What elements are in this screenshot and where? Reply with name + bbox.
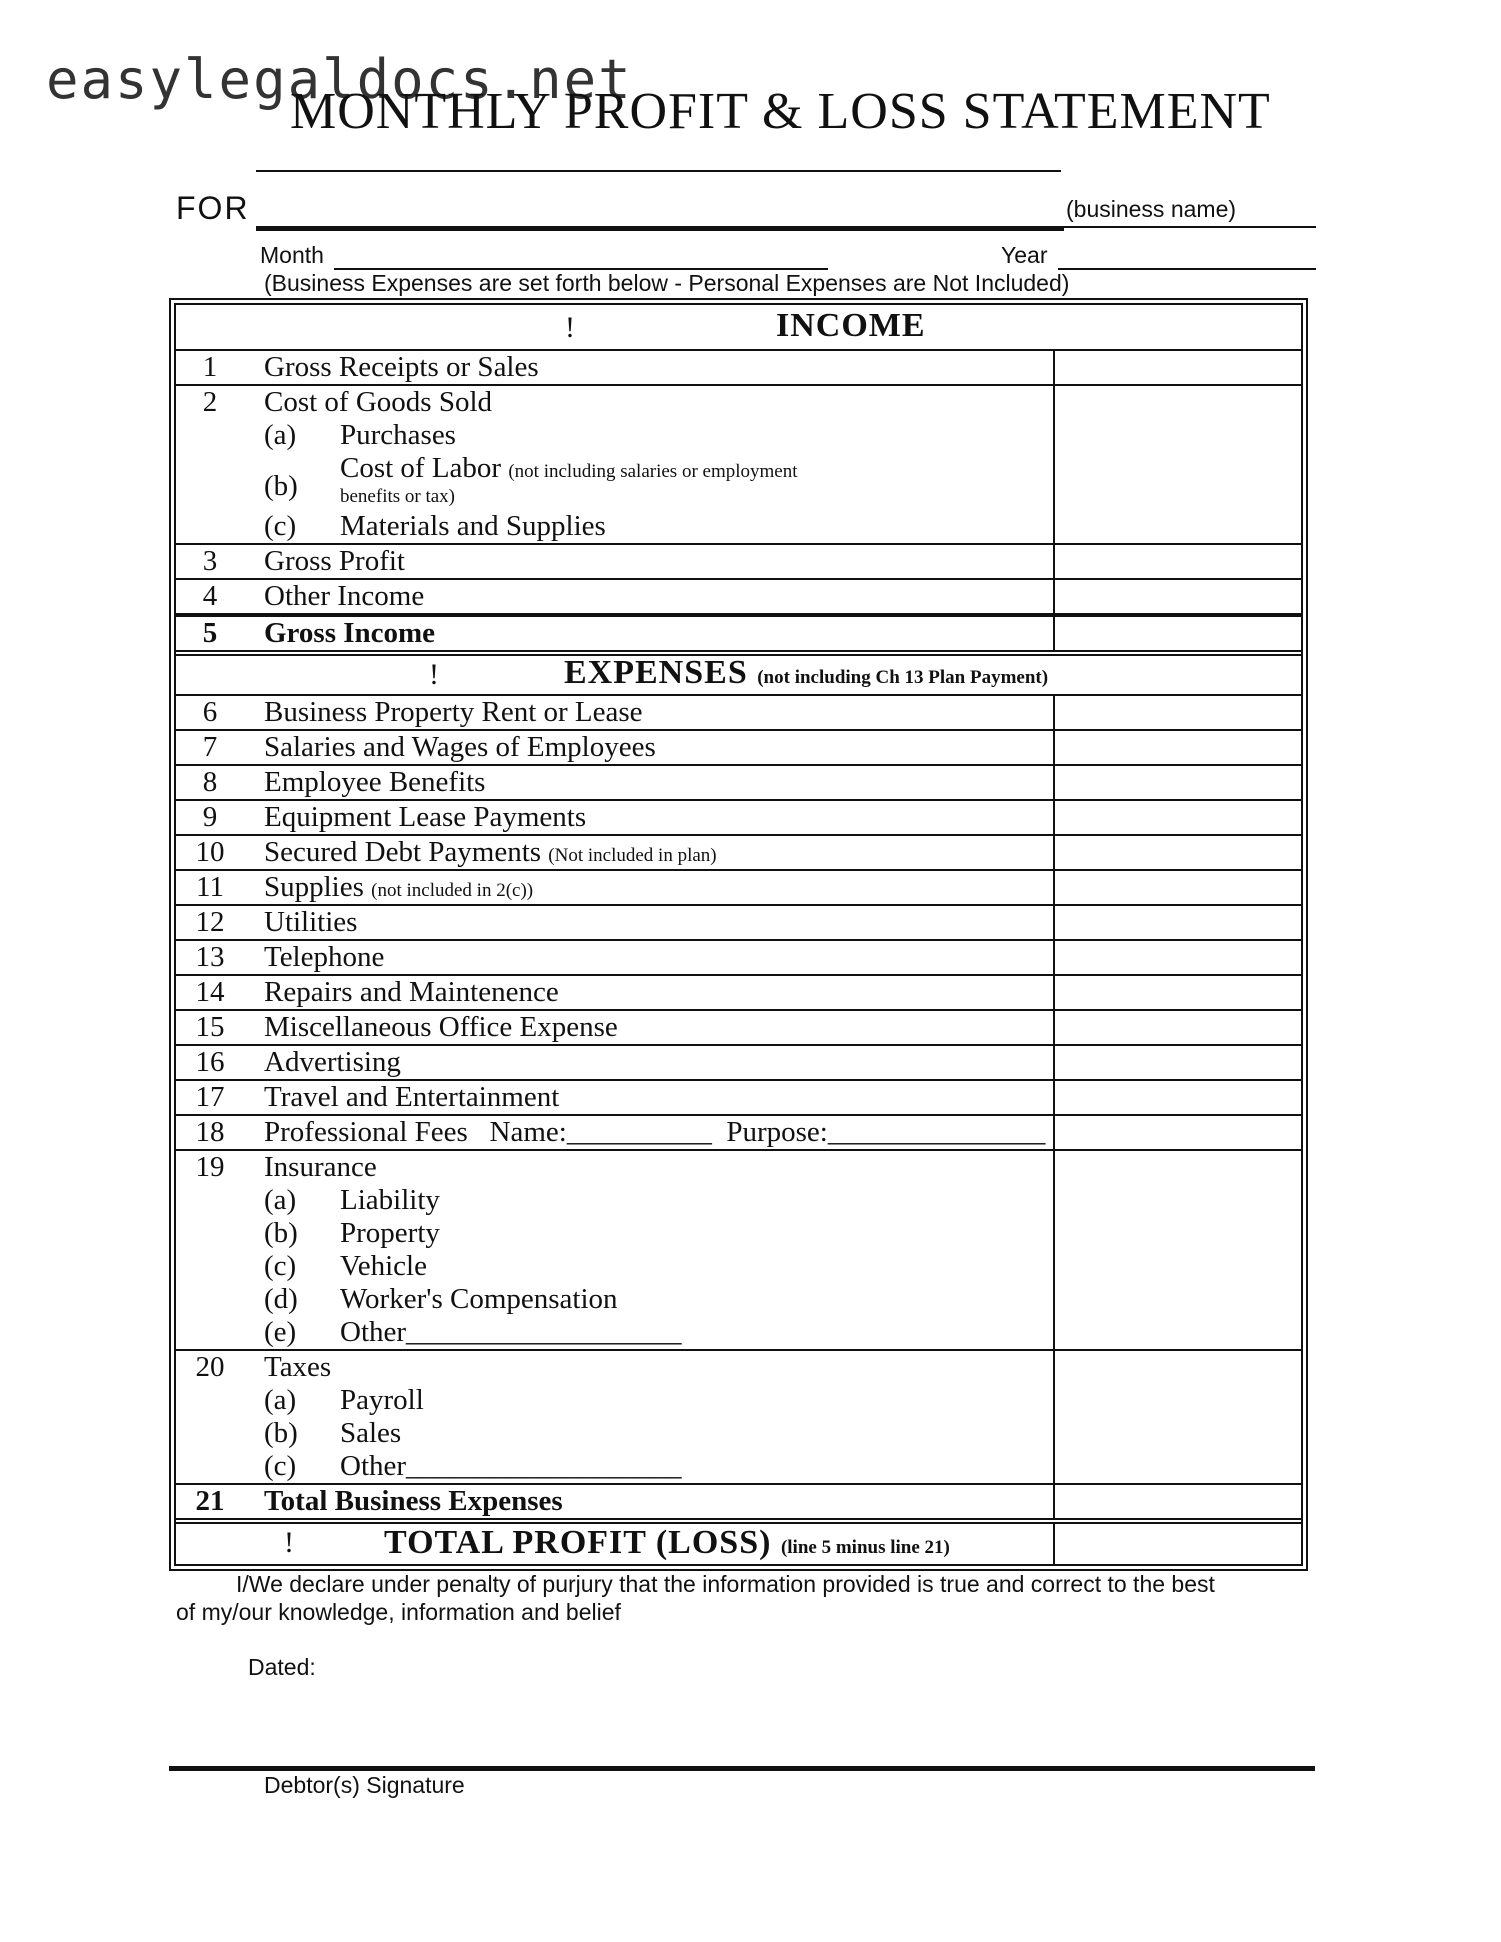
table-row [176, 904, 1301, 939]
sub-letter: (c) [264, 1250, 297, 1282]
amount-taxes[interactable] [1053, 1351, 1301, 1483]
row-number: 13 [195, 941, 225, 973]
row-number: 21 [195, 1485, 225, 1517]
row-label: Business Property Rent or Lease [264, 696, 643, 728]
table-row [176, 1114, 1301, 1149]
row-label: Miscellaneous Office Expense [264, 1011, 618, 1043]
year-field[interactable] [1058, 268, 1316, 270]
amount-repairs[interactable] [1053, 976, 1301, 1009]
amount-professional-fees[interactable] [1053, 1116, 1301, 1149]
row-number: 20 [195, 1351, 225, 1383]
table-row [176, 578, 1301, 613]
amount-travel[interactable] [1053, 1081, 1301, 1114]
row-label-group [264, 836, 717, 872]
declaration-line-2: of my/our knowledge, information and belief [176, 1599, 621, 1625]
row-label: Utilities [264, 906, 358, 938]
table-row [176, 1349, 1301, 1483]
amount-telephone[interactable] [1053, 941, 1301, 974]
signature-label: Debtor(s) Signature [264, 1772, 465, 1798]
row-label: Salaries and Wages of Employees [264, 731, 656, 763]
row-label: Supplies [264, 871, 364, 903]
row-label: Travel and Entertainment [264, 1081, 560, 1113]
row-number: 5 [202, 617, 218, 649]
amount-utilities[interactable] [1053, 906, 1301, 939]
row-number: 15 [195, 1011, 225, 1043]
amount-gross-receipts[interactable] [1053, 351, 1301, 384]
row-number: 4 [202, 580, 218, 612]
table-row [176, 764, 1301, 799]
declaration-line-1: I/We declare under penalty of purjury that the information provided is true and correct to the best [236, 1571, 1215, 1597]
row-label: Professional Fees Name:__________ Purpose:_______________ [264, 1116, 1046, 1148]
row-number: 10 [195, 836, 225, 868]
year-label: Year [1001, 242, 1048, 268]
row-number: 11 [196, 871, 224, 903]
row-number: 8 [202, 766, 218, 798]
sub-letter: (b) [264, 1417, 298, 1449]
expenses-heading: EXPENSES [564, 654, 748, 691]
sub-letter: (e) [264, 1316, 297, 1348]
row-number: 1 [202, 351, 218, 383]
row-label: Taxes [264, 1351, 332, 1383]
row-number: 19 [195, 1151, 225, 1183]
table-row [176, 384, 1301, 543]
sub-label: Worker's Compensation [340, 1283, 618, 1315]
table-row [176, 349, 1301, 384]
row-label: Gross Receipts or Sales [264, 351, 539, 383]
row-number: 2 [202, 386, 218, 418]
row-label: Repairs and Maintenence [264, 976, 559, 1008]
row-number: 6 [202, 696, 218, 728]
expenses-note: (Business Expenses are set forth below - Personal Expenses are Not Included) [264, 270, 1070, 296]
row-number: 17 [195, 1081, 225, 1113]
total-row [176, 1518, 1301, 1564]
row-number: 18 [195, 1116, 225, 1148]
expenses-bang-glyph: ! [429, 658, 439, 691]
income-heading: INCOME [776, 307, 926, 344]
sub-label: Property [340, 1217, 440, 1249]
total-heading-group [384, 1524, 950, 1562]
business-name-rule-end [1064, 226, 1316, 228]
declaration [176, 1570, 1215, 1626]
for-label: FOR [176, 190, 250, 226]
row-label: Total Business Expenses [264, 1485, 563, 1517]
expenses-heading-group [564, 654, 1048, 692]
row-label: Secured Debt Payments [264, 836, 542, 868]
amount-gross-income[interactable] [1053, 617, 1301, 650]
sub-label [340, 452, 798, 488]
row-label: Employee Benefits [264, 766, 486, 798]
table-row [176, 974, 1301, 1009]
expenses-heading-note: (not including Ch 13 Plan Payment) [757, 667, 1049, 688]
sub-letter: (a) [264, 419, 297, 451]
amount-cost-of-goods[interactable] [1053, 386, 1301, 543]
total-heading: TOTAL PROFIT (LOSS) [384, 1524, 772, 1561]
row-number: 14 [195, 976, 225, 1008]
table-row [176, 1149, 1301, 1349]
sub-label: Sales [340, 1417, 402, 1449]
row-number: 12 [195, 906, 225, 938]
table-row [176, 799, 1301, 834]
sub-letter: (d) [264, 1283, 298, 1315]
row-label: Insurance [264, 1151, 377, 1183]
expenses-heading-row [176, 650, 1301, 694]
amount-equipment-lease[interactable] [1053, 801, 1301, 834]
sub-label: Payroll [340, 1384, 424, 1416]
row-label: Advertising [264, 1046, 401, 1078]
sub-letter: (b) [264, 1217, 298, 1249]
amount-other-income[interactable] [1053, 580, 1301, 613]
cost-of-labor-label: Cost of Labor [340, 452, 502, 484]
sub-label: Materials and Supplies [340, 510, 606, 542]
sub-letter: (a) [264, 1184, 297, 1216]
dated-label: Dated: [248, 1654, 316, 1680]
table-row [176, 1483, 1301, 1518]
table-row [176, 1079, 1301, 1114]
watermark: easylegaldocs.net [46, 48, 633, 111]
amount-total-expenses[interactable] [1053, 1485, 1301, 1518]
table-row [176, 1044, 1301, 1079]
table-row [176, 613, 1301, 650]
amount-secured-debt[interactable] [1053, 836, 1301, 869]
cost-of-labor-note: (not including salaries or employment [508, 461, 798, 482]
table-row [176, 729, 1301, 764]
row-label: Equipment Lease Payments [264, 801, 587, 833]
cost-of-labor-note-cont: benefits or tax) [340, 486, 456, 507]
business-name-field[interactable] [256, 226, 1064, 231]
table-row [176, 543, 1301, 578]
title-rule [256, 170, 1061, 172]
amount-rent[interactable] [1053, 696, 1301, 729]
row-label-group [264, 871, 533, 907]
amount-gross-profit[interactable] [1053, 545, 1301, 578]
income-bang-glyph: ! [565, 311, 575, 344]
total-bang-glyph: ! [284, 1526, 294, 1559]
row-label: Cost of Goods Sold [264, 386, 493, 418]
amount-salaries[interactable] [1053, 731, 1301, 764]
row-label: Other Income [264, 580, 425, 612]
table-row [176, 869, 1301, 904]
amount-total-profit[interactable] [1053, 1524, 1301, 1564]
amount-employee-benefits[interactable] [1053, 766, 1301, 799]
sub-label: Other___________________ [340, 1316, 682, 1348]
business-name-label: (business name) [1066, 196, 1237, 222]
sub-letter: (b) [264, 470, 298, 502]
sub-label: Liability [340, 1184, 440, 1216]
signature-line[interactable] [169, 1766, 1315, 1771]
row-number: 7 [202, 731, 218, 763]
sub-letter: (c) [264, 510, 297, 542]
table-row [176, 939, 1301, 974]
table-row [176, 834, 1301, 869]
total-heading-note: (line 5 minus line 21) [780, 1537, 950, 1558]
pl-table [169, 298, 1308, 1571]
sub-letter: (a) [264, 1384, 297, 1416]
row-note: (Not included in plan) [548, 845, 717, 866]
table-row [176, 694, 1301, 729]
row-number: 3 [202, 545, 218, 577]
row-note: (not included in 2(c)) [371, 880, 534, 901]
amount-insurance[interactable] [1053, 1151, 1301, 1349]
row-label: Telephone [264, 941, 385, 973]
sub-label: Other___________________ [340, 1450, 682, 1482]
month-label: Month [260, 242, 324, 268]
table-row [176, 1009, 1301, 1044]
amount-supplies[interactable] [1053, 871, 1301, 904]
row-label: Gross Profit [264, 545, 405, 577]
amount-advertising[interactable] [1053, 1046, 1301, 1079]
sub-label: Purchases [340, 419, 456, 451]
row-number: 9 [202, 801, 218, 833]
row-number: 16 [195, 1046, 225, 1078]
page-title: MONTHLY PROFIT & LOSS STATEMENT [290, 83, 1271, 140]
amount-misc-office[interactable] [1053, 1011, 1301, 1044]
sub-label: Vehicle [340, 1250, 427, 1282]
row-label: Gross Income [264, 617, 436, 649]
income-heading-row [176, 305, 1301, 349]
sub-letter: (c) [264, 1450, 297, 1482]
